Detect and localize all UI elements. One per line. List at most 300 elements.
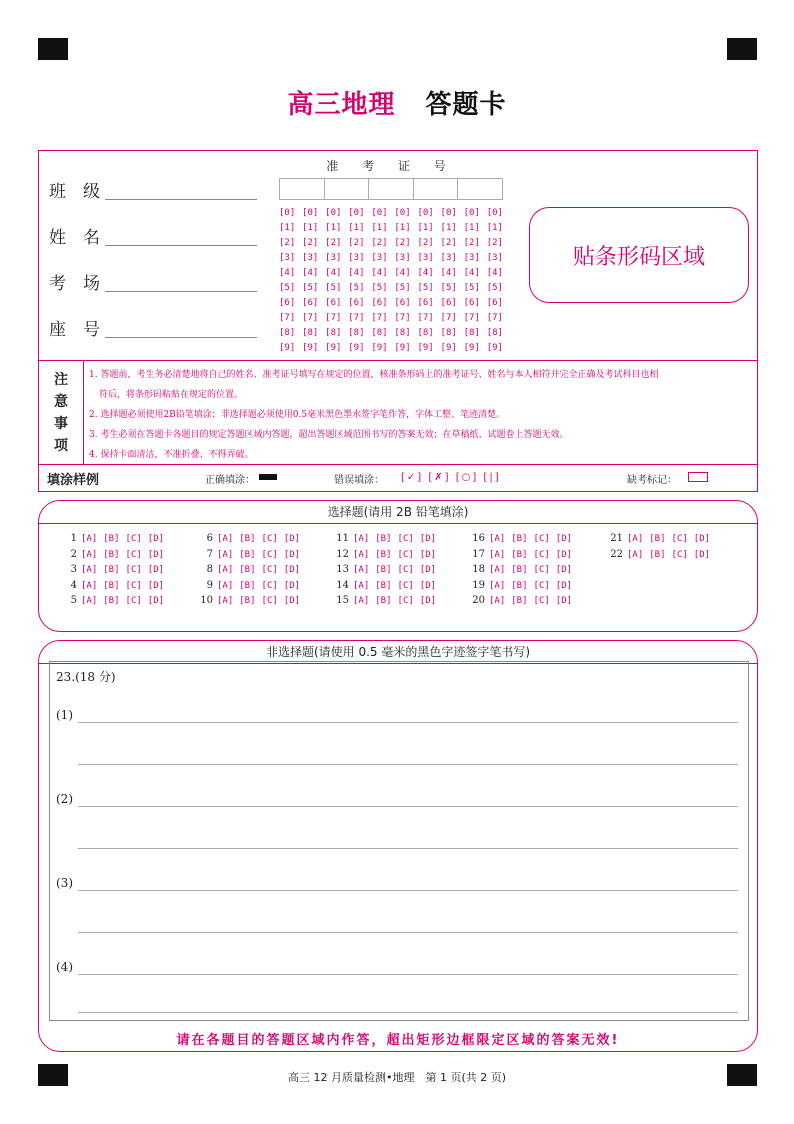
exam-id-title: 准 考 证 号 (326, 159, 456, 173)
option-bubble[interactable]: [B] (511, 565, 528, 575)
exam-id-bubble[interactable]: [1] (394, 223, 411, 233)
exam-id-bubble[interactable]: [3] (279, 253, 296, 263)
exam-id-digit-row (279, 251, 503, 266)
exam-id-bubble[interactable]: [8] (279, 328, 296, 338)
exam-id-bubble[interactable]: [7] (463, 313, 480, 323)
option-bubble[interactable]: [D] (283, 534, 301, 544)
option-bubble[interactable]: [B] (375, 580, 392, 591)
exam-id-bubble[interactable]: [4] (440, 268, 457, 278)
question-number: 22 (610, 548, 623, 560)
exam-id-bubble[interactable]: [6] (348, 298, 365, 308)
option-bubble[interactable]: [D] (419, 580, 437, 591)
question-number: 14 (336, 579, 349, 591)
exam-id-digit-row (279, 221, 503, 236)
option-bubble[interactable]: [D] (283, 580, 301, 591)
exam-id-bubble[interactable]: [6] (394, 298, 411, 308)
option-bubble[interactable]: [C] (397, 565, 414, 575)
choice-question-row (469, 549, 578, 565)
option-bubble[interactable]: [A] (489, 549, 506, 560)
exam-id-bubble[interactable]: [5] (371, 283, 388, 293)
student-info-block (38, 150, 758, 492)
question-number: 1 (70, 533, 77, 544)
question-number: 16 (472, 533, 485, 544)
exam-id-digit-row (279, 236, 503, 251)
option-bubble[interactable]: [A] (353, 580, 370, 591)
exam-id-bubble[interactable]: [1] (463, 223, 480, 233)
option-bubble[interactable]: [C] (671, 534, 688, 544)
exam-id-bubble[interactable]: [3] (440, 253, 457, 263)
option-bubble[interactable]: [A] (81, 580, 98, 591)
exam-id-bubble[interactable]: [3] (371, 253, 388, 263)
exam-id-bubble[interactable]: [6] (302, 298, 319, 308)
choice-question-row (61, 533, 170, 549)
exam-id-digit-row (279, 326, 503, 341)
exam-id-bubble[interactable]: [4] (394, 268, 411, 278)
fill-sample-label: 填涂样例 (47, 473, 100, 488)
exam-id-bubble[interactable]: [9] (463, 343, 480, 353)
choice-heading: 选择题(请用 2B 铅笔填涂) (39, 501, 757, 524)
sub-question-3: (3) (56, 876, 73, 890)
question-number: 20 (472, 595, 485, 606)
option-bubble[interactable]: [A] (353, 534, 370, 544)
exam-id-bubble[interactable]: [9] (394, 343, 411, 353)
exam-id-bubble[interactable]: [2] (325, 238, 342, 248)
exam-id-bubble[interactable]: [7] (302, 313, 319, 323)
choice-question-row (197, 533, 306, 549)
exam-id-bubble[interactable]: [5] (279, 283, 296, 293)
essay-section (38, 640, 758, 1052)
exam-room-field[interactable] (49, 269, 100, 294)
option-bubble[interactable]: [C] (125, 596, 142, 606)
exam-id-bubble[interactable]: [2] (371, 238, 388, 248)
option-bubble[interactable]: [D] (419, 549, 437, 560)
exam-id-bubble[interactable]: [0] (325, 208, 342, 218)
notes-section (39, 360, 757, 465)
wrong-fill-marks: [✓] [✗] [○] [|] (401, 472, 501, 483)
option-bubble[interactable]: [C] (533, 596, 550, 606)
exam-id-bubble[interactable]: [4] (348, 268, 365, 278)
option-bubble[interactable]: [D] (147, 580, 165, 591)
exam-id-bubble[interactable]: [7] (325, 313, 342, 323)
choice-question-row (61, 595, 170, 611)
choice-question-row (61, 549, 170, 565)
question-number: 21 (610, 533, 623, 544)
exam-id-bubble[interactable]: [1] (325, 223, 342, 233)
exam-id-bubble[interactable]: [9] (348, 343, 365, 353)
class-label: 班 级 (49, 182, 100, 202)
option-bubble[interactable]: [C] (261, 580, 278, 591)
choice-question-row (197, 580, 306, 596)
note-item: 3. 考生必须在答题卡各题目的规定答题区域内答题，超出答题区域范围书写的答案无效；在草稿纸、试题卷上答题无效。 (89, 430, 569, 440)
option-bubble[interactable]: [A] (81, 565, 98, 575)
question-number: 4 (70, 579, 77, 591)
choice-question-row (469, 564, 578, 580)
choice-question-row (333, 549, 442, 565)
exam-id-bubble[interactable]: [4] (371, 268, 388, 278)
exam-id-bubble[interactable]: [9] (325, 343, 342, 353)
exam-id-bubble[interactable]: [5] (463, 283, 480, 293)
option-bubble[interactable]: [A] (217, 596, 234, 606)
option-bubble[interactable]: [C] (397, 549, 414, 560)
exam-id-bubble[interactable]: [5] (394, 283, 411, 293)
question-number: 13 (336, 564, 349, 575)
exam-id-bubble[interactable]: [6] (325, 298, 342, 308)
exam-id-bubble[interactable]: [0] (371, 208, 388, 218)
answer-line (78, 890, 738, 891)
option-bubble[interactable]: [A] (489, 580, 506, 591)
answer-line (78, 848, 738, 849)
option-bubble[interactable]: [D] (283, 549, 301, 560)
option-bubble[interactable]: [D] (283, 565, 301, 575)
option-bubble[interactable]: [C] (125, 534, 142, 544)
answer-line (78, 932, 738, 933)
choice-column (469, 533, 578, 611)
option-bubble[interactable]: [C] (125, 565, 142, 575)
option-bubble[interactable]: [B] (511, 534, 528, 544)
essay-heading: 非选择题(请使用 0.5 毫米的黑色字迹签字笔书写) (39, 641, 757, 664)
choice-question-row (607, 549, 716, 565)
choice-question-row (197, 595, 306, 611)
exam-id-bubble[interactable]: [7] (394, 313, 411, 323)
boundary-warning: 请在各题目的答题区域内作答，超出矩形边框限定区域的答案无效! (176, 1033, 620, 1048)
option-bubble[interactable]: [D] (147, 596, 165, 606)
option-bubble[interactable]: [A] (353, 549, 370, 560)
correct-fill-mark (259, 474, 277, 480)
exam-id-bubble[interactable]: [8] (371, 328, 388, 338)
exam-room-label: 考 场 (49, 274, 100, 294)
option-bubble[interactable]: [B] (375, 549, 392, 560)
option-bubble[interactable]: [D] (419, 596, 437, 606)
option-bubble[interactable]: [D] (419, 565, 437, 575)
exam-id-bubble[interactable]: [3] (463, 253, 480, 263)
exam-id-digit-row (279, 341, 503, 356)
option-bubble[interactable]: [C] (397, 534, 414, 544)
exam-id-bubble[interactable]: [4] (486, 268, 503, 278)
option-bubble[interactable]: [D] (555, 549, 573, 560)
option-bubble[interactable]: [C] (533, 534, 550, 544)
option-bubble[interactable]: [A] (217, 565, 234, 575)
exam-id-bubble[interactable]: [7] (371, 313, 388, 323)
exam-id-bubble[interactable]: [2] (463, 238, 480, 248)
exam-id-bubble[interactable]: [2] (279, 238, 296, 248)
option-bubble[interactable]: [B] (511, 549, 528, 560)
option-bubble[interactable]: [B] (103, 596, 120, 606)
exam-id-bubble[interactable]: [8] (348, 328, 365, 338)
question-23-title: 23.(18 分) (56, 670, 116, 684)
option-bubble[interactable]: [C] (671, 549, 688, 560)
question-number: 8 (206, 564, 213, 575)
exam-id-bubble[interactable]: [3] (302, 253, 319, 263)
option-bubble[interactable]: [A] (489, 596, 506, 606)
note-item: 2. 选择题必须使用2B铅笔填涂；非选择题必须使用0.5毫米黑色墨水签字笔作答，字体工整、笔迹清楚。 (89, 410, 506, 420)
choice-question-row (333, 564, 442, 580)
option-bubble[interactable]: [B] (375, 534, 392, 544)
exam-id-digit-row (279, 206, 503, 221)
exam-id-bubble[interactable]: [0] (348, 208, 365, 218)
option-bubble[interactable]: [C] (125, 580, 142, 591)
exam-id-bubble[interactable]: [3] (325, 253, 342, 263)
exam-id-bubble[interactable]: [1] (440, 223, 457, 233)
choice-question-row (61, 564, 170, 580)
seat-label: 座 号 (49, 320, 100, 340)
exam-id-bubble[interactable]: [5] (486, 283, 503, 293)
question-number: 19 (472, 579, 485, 591)
notes-label: 注 意 事 项 (39, 361, 84, 464)
option-bubble[interactable]: [B] (239, 534, 256, 544)
choice-question-row (197, 564, 306, 580)
option-bubble[interactable]: [A] (217, 534, 234, 544)
exam-id-bubble[interactable]: [4] (325, 268, 342, 278)
exam-id-bubble[interactable]: [2] (417, 238, 434, 248)
option-bubble[interactable]: [A] (489, 565, 506, 575)
question-number: 15 (336, 595, 349, 606)
exam-id-bubble[interactable]: [3] (348, 253, 365, 263)
exam-id-bubble[interactable]: [6] (463, 298, 480, 308)
option-bubble[interactable]: [C] (533, 565, 550, 575)
exam-id-bubble[interactable]: [1] (417, 223, 434, 233)
exam-id-bubble[interactable]: [4] (302, 268, 319, 278)
answer-area-q23[interactable] (49, 661, 749, 1021)
exam-id-bubble[interactable]: [7] (440, 313, 457, 323)
question-number: 17 (472, 548, 485, 560)
exam-id-bubble[interactable]: [4] (417, 268, 434, 278)
exam-id-digit-row (279, 281, 503, 296)
absent-mark-box[interactable] (688, 472, 708, 482)
option-bubble[interactable]: [D] (147, 565, 165, 575)
option-bubble[interactable]: [B] (103, 549, 120, 560)
exam-id-bubble[interactable]: [9] (440, 343, 457, 353)
sub-question-2: (2) (56, 792, 73, 806)
note-item: 符后，将条形码粘贴在规定的位置。 (99, 390, 244, 400)
question-number: 6 (206, 533, 213, 544)
subject-title: 高三地理 (287, 90, 396, 120)
choice-question-row (469, 580, 578, 596)
option-bubble[interactable]: [D] (555, 565, 573, 575)
choice-question-row (333, 595, 442, 611)
option-bubble[interactable]: [B] (103, 534, 120, 544)
choice-question-row (469, 595, 578, 611)
exam-id-digit-row (279, 266, 503, 281)
exam-id-bubble[interactable]: [1] (348, 223, 365, 233)
option-bubble[interactable]: [A] (627, 549, 644, 560)
choice-question-row (333, 580, 442, 596)
option-bubble[interactable]: [C] (533, 549, 550, 560)
exam-id-bubble[interactable]: [5] (440, 283, 457, 293)
exam-id-bubble[interactable]: [8] (440, 328, 457, 338)
exam-id-bubble[interactable]: [6] (279, 298, 296, 308)
exam-id-bubble[interactable]: [2] (302, 238, 319, 248)
exam-id-bubble[interactable]: [9] (279, 343, 296, 353)
exam-id-bubble[interactable]: [7] (279, 313, 296, 323)
option-bubble[interactable]: [C] (261, 534, 278, 544)
exam-id-bubble[interactable]: [0] (440, 208, 457, 218)
choice-column (333, 533, 442, 611)
question-number: 7 (206, 548, 213, 560)
option-bubble[interactable]: [D] (147, 534, 165, 544)
exam-id-bubble[interactable]: [8] (417, 328, 434, 338)
exam-id-bubble[interactable]: [1] (486, 223, 503, 233)
option-bubble[interactable]: [B] (239, 565, 256, 575)
question-number: 18 (472, 564, 485, 575)
question-number: 2 (70, 548, 77, 560)
exam-id-bubble[interactable]: [9] (417, 343, 434, 353)
sub-question-4: (4) (56, 960, 73, 974)
answer-line (78, 722, 738, 723)
answer-line (78, 974, 738, 975)
exam-id-bubble[interactable]: [0] (394, 208, 411, 218)
exam-id-bubble[interactable]: [3] (394, 253, 411, 263)
class-field[interactable] (49, 177, 100, 202)
sub-question-1: (1) (56, 708, 73, 722)
exam-id-bubble[interactable]: [2] (486, 238, 503, 248)
exam-id-bubble[interactable]: [0] (417, 208, 434, 218)
exam-id-bubble[interactable]: [2] (348, 238, 365, 248)
option-bubble[interactable]: [B] (649, 534, 666, 544)
exam-id-bubble[interactable]: [9] (486, 343, 503, 353)
exam-id-bubble[interactable]: [1] (279, 223, 296, 233)
exam-id-bubble[interactable]: [7] (486, 313, 503, 323)
choice-question-row (607, 533, 716, 549)
exam-id-bubble[interactable]: [4] (463, 268, 480, 278)
exam-id-bubble[interactable]: [1] (302, 223, 319, 233)
option-bubble[interactable]: [B] (511, 596, 528, 606)
exam-id-bubble[interactable]: [6] (417, 298, 434, 308)
exam-id-bubble[interactable]: [7] (348, 313, 365, 323)
exam-id-bubble[interactable]: [0] (279, 208, 296, 218)
exam-id-bubble[interactable]: [1] (371, 223, 388, 233)
exam-id-bubble[interactable]: [0] (486, 208, 503, 218)
exam-id-bubble[interactable]: [2] (394, 238, 411, 248)
name-field[interactable] (49, 223, 100, 248)
option-bubble[interactable]: [A] (353, 596, 370, 606)
option-bubble[interactable]: [A] (81, 549, 98, 560)
option-bubble[interactable]: [C] (261, 549, 278, 560)
option-bubble[interactable]: [B] (375, 596, 392, 606)
wrong-fill-label: 错误填涂： (334, 475, 384, 486)
choice-column (607, 533, 716, 564)
option-bubble[interactable]: [B] (511, 580, 528, 591)
exam-id-bubble[interactable]: [6] (440, 298, 457, 308)
exam-id-bubble[interactable]: [8] (325, 328, 342, 338)
note-item: 1. 答题前，考生务必清楚地将自己的姓名、准考证号填写在规定的位置，核准条形码上的准考证号、姓名与本人相符并完全正确及考试科目也相 (89, 370, 659, 380)
option-bubble[interactable]: [A] (353, 565, 370, 575)
answer-line (78, 764, 738, 765)
option-bubble[interactable]: [D] (555, 596, 573, 606)
name-label: 姓 名 (49, 228, 100, 248)
exam-id-bubble[interactable]: [3] (486, 253, 503, 263)
option-bubble[interactable]: [D] (555, 534, 573, 544)
option-bubble[interactable]: [A] (217, 549, 234, 560)
choice-column (197, 533, 306, 611)
question-number: 12 (336, 548, 349, 560)
exam-id-bubble[interactable]: [4] (279, 268, 296, 278)
option-bubble[interactable]: [A] (217, 580, 234, 591)
option-bubble[interactable]: [B] (649, 549, 666, 560)
choice-question-row (197, 549, 306, 565)
fill-sample-row (39, 463, 757, 491)
option-bubble[interactable]: [C] (261, 596, 278, 606)
question-number: 9 (206, 579, 213, 591)
exam-id-bubble[interactable]: [5] (325, 283, 342, 293)
exam-id-bubble[interactable]: [5] (417, 283, 434, 293)
question-number: 5 (70, 595, 77, 606)
choice-question-row (61, 580, 170, 596)
option-bubble[interactable]: [D] (419, 534, 437, 544)
option-bubble[interactable]: [C] (397, 596, 414, 606)
exam-id-digit-row (279, 311, 503, 326)
option-bubble[interactable]: [D] (147, 549, 165, 560)
choice-section (38, 500, 758, 632)
exam-id-bubble[interactable]: [3] (417, 253, 434, 263)
answer-line (78, 1012, 738, 1013)
exam-id-bubble[interactable]: [2] (440, 238, 457, 248)
option-bubble[interactable]: [C] (533, 580, 550, 591)
option-bubble[interactable]: [C] (397, 580, 414, 591)
option-bubble[interactable]: [B] (103, 565, 120, 575)
exam-id-bubble[interactable]: [6] (486, 298, 503, 308)
option-bubble[interactable]: [B] (239, 549, 256, 560)
exam-id-bubble[interactable]: [6] (371, 298, 388, 308)
exam-id-bubble[interactable]: [8] (302, 328, 319, 338)
card-title: 答题卡 (425, 90, 507, 120)
exam-id-bubble[interactable]: [8] (394, 328, 411, 338)
option-bubble[interactable]: [D] (693, 549, 711, 560)
option-bubble[interactable]: [D] (693, 534, 711, 544)
exam-id-bubbles[interactable] (279, 206, 503, 356)
option-bubble[interactable]: [A] (81, 534, 98, 544)
option-bubble[interactable]: [A] (489, 534, 506, 544)
exam-id-bubble[interactable]: [5] (302, 283, 319, 293)
choice-question-row (333, 533, 442, 549)
exam-id-bubble[interactable]: [9] (371, 343, 388, 353)
corner-marker-top-right (727, 38, 757, 60)
exam-id-digit-row (279, 296, 503, 311)
exam-id-bubble[interactable]: [0] (463, 208, 480, 218)
exam-id-bubble[interactable]: [9] (302, 343, 319, 353)
barcode-area: 贴条形码区域 (529, 207, 749, 303)
option-bubble[interactable]: [B] (103, 580, 120, 591)
choice-column (61, 533, 170, 611)
correct-fill-label: 正确填涂： (205, 475, 255, 486)
page-title (0, 84, 794, 121)
option-bubble[interactable]: [A] (81, 596, 98, 606)
corner-marker-top-left (38, 38, 68, 60)
option-bubble[interactable]: [D] (283, 596, 301, 606)
exam-id-box (279, 157, 503, 356)
seat-field[interactable] (49, 315, 100, 340)
option-bubble[interactable]: [A] (627, 534, 644, 544)
choice-question-row (469, 533, 578, 549)
option-bubble[interactable]: [B] (239, 596, 256, 606)
option-bubble[interactable]: [B] (375, 565, 392, 575)
exam-id-bubble[interactable]: [0] (302, 208, 319, 218)
question-number: 10 (200, 595, 213, 606)
question-number: 3 (70, 564, 77, 575)
page-footer: 高三 12 月质量检测•地理 第 1 页(共 2 页) (287, 1071, 507, 1084)
exam-id-bubble[interactable]: [8] (463, 328, 480, 338)
exam-id-bubble[interactable]: [5] (348, 283, 365, 293)
answer-line (78, 806, 738, 807)
exam-id-cells[interactable] (279, 178, 503, 200)
absent-mark-label: 缺考标记： (627, 475, 677, 486)
question-number: 11 (336, 533, 349, 544)
option-bubble[interactable]: [B] (239, 580, 256, 591)
exam-id-bubble[interactable]: [8] (486, 328, 503, 338)
exam-id-bubble[interactable]: [7] (417, 313, 434, 323)
option-bubble[interactable]: [D] (555, 580, 573, 591)
option-bubble[interactable]: [C] (261, 565, 278, 575)
option-bubble[interactable]: [C] (125, 549, 142, 560)
